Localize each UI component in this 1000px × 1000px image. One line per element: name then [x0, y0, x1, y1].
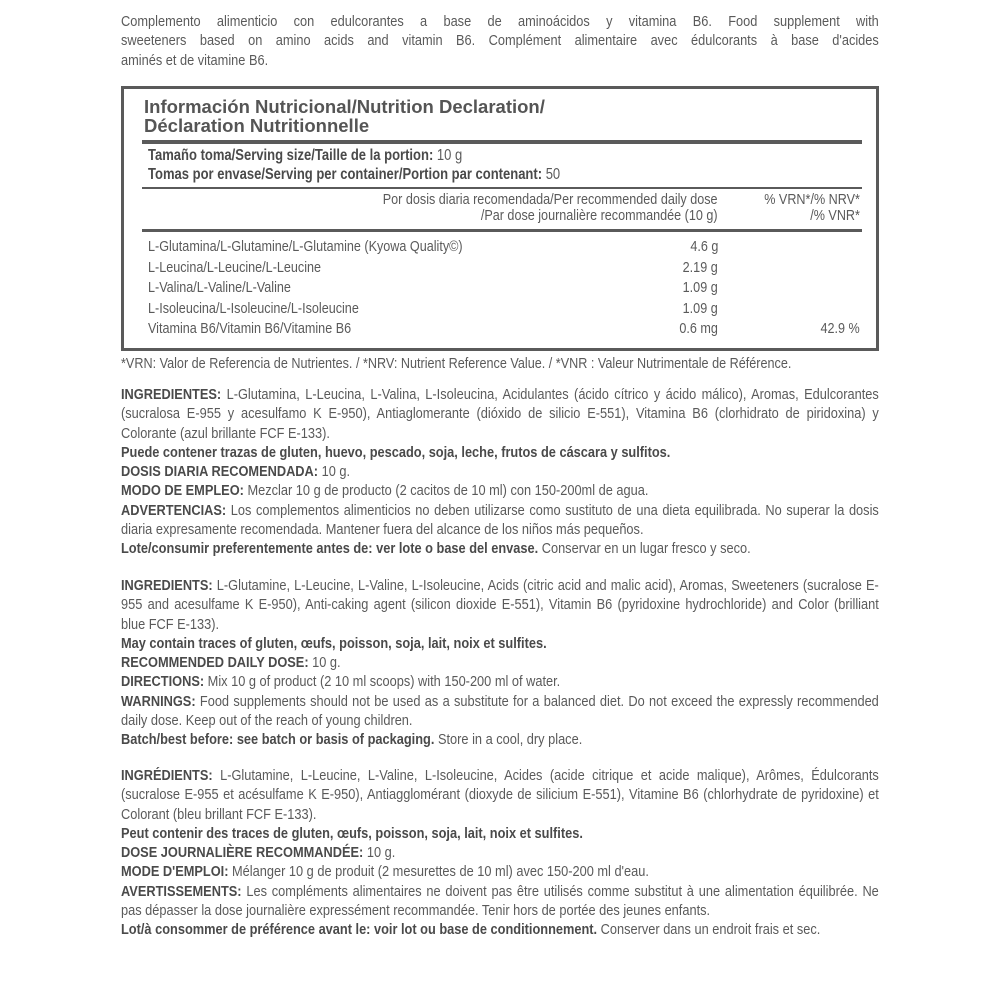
allergens	[121, 824, 879, 843]
directions-text: Mix 10 g of product (2 10 ml scoops) with 150-200 ml of water.	[204, 673, 561, 691]
warnings-label: ADVERTENCIAS:	[121, 501, 227, 519]
warnings-label: AVERTISSEMENTS:	[121, 882, 242, 900]
directions-text: Mezclar 10 g de producto (2 cacitos de 10 ml) con 150-200ml de agua.	[243, 482, 649, 500]
dose-label: DOSE JOURNALIÈRE RECOMMANDÉE:	[121, 844, 364, 862]
nutrient-amount: 1.09 g	[682, 279, 718, 296]
section-french	[121, 766, 879, 940]
ingredients	[121, 766, 879, 824]
divider	[142, 229, 862, 232]
dose-label: RECOMMENDED DAILY DOSE:	[121, 654, 309, 672]
batch-storage	[121, 539, 879, 558]
ingredients-text: L-Glutamine, L-Leucine, L-Valine, L-Isoleucine, Acides (acide citrique et acide malique), Arômes, Édulcorants (sucralose E-955 et acésulfame K E-950), Antiagglomérant (dioxyde de silicium E-551), Vitamine B6 (chlorhydrate de pyridoxine) et Colorant (bleu brillant FCF E-133).	[121, 767, 879, 823]
divider	[142, 187, 862, 189]
directions	[121, 672, 879, 691]
allergens	[121, 443, 879, 462]
nutrient-name: Vitamina B6/Vitamin B6/Vitamine B6	[148, 320, 352, 337]
description-line: sweeteners based on amino acids and vitamin B6. Complément alimentaire avec édulcorants à base d'acides	[121, 32, 879, 50]
nutrient-name: L-Isoleucina/L-Isoleucine/L-Isoleucine	[148, 299, 359, 317]
nutrient-amount: 4.6 g	[689, 238, 718, 255]
allergens	[121, 634, 879, 653]
nutrient-amount: 0.6 mg	[679, 320, 718, 337]
ingredients	[121, 576, 879, 634]
column-header-line: /Par dose journalière recommandée (10 g)	[481, 206, 718, 224]
ingredients	[121, 385, 879, 443]
warnings-label: WARNINGS:	[121, 692, 196, 710]
warnings-text: Los complementos alimenticios no deben utilizarse como sustituto de una dieta equilibrada. No superar la dosis diaria expresamente recomendada. Mantener fuera del alcance de los niños más pequeños.	[121, 501, 879, 539]
nutrient-name: L-Glutamina/L-Glutamine/L-Glutamine (Kyowa Quality©)	[148, 238, 463, 255]
batch-label: Lot/à consommer de préférence avant le: voir lot ou base de conditionnement.	[121, 921, 598, 939]
nutrition-declaration-box	[121, 86, 879, 351]
serving-size-label: Tamaño toma/Serving size/Taille de la portion:	[148, 147, 434, 164]
column-header-line: /% VNR*	[810, 206, 860, 224]
ingredients-text: L-Glutamina, L-Leucina, L-Valina, L-Isoleucina, Acidulantes (ácido cítrico y ácido málico), Aromas, Edulcorantes (sucralosa E-955 y acesulfamo K E-950), Antiaglomerante (dióxido de silicio E-551), Vitamina B6 (clorhidrato de piridoxina) y Colorante (azul brillante FCF E-133).	[121, 386, 879, 442]
footnote: *VRN: Valor de Referencia de Nutrientes. / *NRV: Nutrient Reference Value. / *VNR : Valeur Nutrimentale de Référence.	[121, 355, 792, 372]
section-english	[121, 576, 879, 750]
batch-label: Lote/consumir preferentemente antes de: ver lote o base del envase.	[121, 540, 539, 558]
warnings	[121, 692, 879, 731]
serving-size-value: 10 g	[436, 147, 463, 164]
description-line: Complemento alimenticio con edulcorantes a base de aminoácidos y vitamina B6. Food supplement with	[121, 13, 879, 30]
storage-text: Conservar en un lugar fresco y seco.	[538, 540, 751, 558]
serving-size	[148, 146, 462, 165]
column-header-line: Por dosis diaria recomendada/Per recommended daily dose	[383, 191, 718, 208]
directions-label: MODO DE EMPLEO:	[121, 482, 244, 500]
nutrient-nrv: 42.9 %	[820, 320, 860, 337]
daily-dose	[121, 843, 879, 862]
column-header-dose	[383, 192, 718, 223]
allergens-text: May contain traces of gluten, œufs, poisson, soja, lait, noix et sulfites.	[121, 634, 547, 652]
column-header-line: % VRN*/% NRV*	[764, 191, 860, 208]
storage-text: Conserver dans un endroit frais et sec.	[597, 921, 821, 939]
description-line: aminés et de vitamine B6.	[121, 51, 269, 69]
directions	[121, 481, 879, 500]
nutrient-amount: 2.19 g	[682, 258, 718, 276]
dose-text: 10 g.	[363, 844, 396, 862]
batch-storage	[121, 730, 879, 749]
nutrition-title-line: Información Nutricional/Nutrition Declaration/	[144, 96, 545, 117]
dose-text: 10 g.	[318, 463, 351, 481]
dose-text: 10 g.	[308, 654, 341, 672]
daily-dose	[121, 653, 879, 672]
nutrient-name: L-Leucina/L-Leucine/L-Leucine	[148, 258, 322, 276]
allergens-text: Puede contener trazas de gluten, huevo, pescado, soja, leche, frutos de cáscara y sulfitos.	[121, 443, 671, 461]
allergens-text: Peut contenir des traces de gluten, œufs, poisson, soja, lait, noix et sulfites.	[121, 824, 583, 842]
divider	[142, 140, 862, 144]
column-header-nrv	[764, 192, 860, 223]
nutrition-title	[144, 97, 545, 135]
warnings-text: Les compléments alimentaires ne doivent pas être utilisés comme substitut à une alimentation équilibrée. Ne pas dépasser la dose journalière expressément recommandée. Tenir hors de portée des jeunes enfants.	[121, 882, 879, 920]
product-description	[121, 12, 879, 70]
batch-label: Batch/best before: see batch or basis of packaging.	[121, 731, 435, 749]
storage-text: Store in a cool, dry place.	[434, 731, 583, 749]
servings-label: Tomas por envase/Serving per container/Portion par contenant:	[148, 166, 543, 183]
ingredients-label: INGREDIENTES:	[121, 386, 222, 403]
directions-label: DIRECTIONS:	[121, 673, 205, 691]
directions-label: MODE D'EMPLOI:	[121, 863, 229, 881]
warnings	[121, 501, 879, 540]
warnings-text: Food supplements should not be used as a substitute for a balanced diet. Do not exceed the expressly recommended daily dose. Keep out of the reach of young children.	[121, 692, 879, 730]
dose-label: DOSIS DIARIA RECOMENDADA:	[121, 463, 319, 481]
ingredients-label: INGREDIENTS:	[121, 577, 213, 594]
batch-storage	[121, 920, 879, 939]
nutrition-title-line: Déclaration Nutritionnelle	[144, 115, 370, 136]
nutrient-name: L-Valina/L-Valine/L-Valine	[148, 279, 291, 296]
daily-dose	[121, 462, 879, 481]
directions	[121, 862, 879, 881]
warnings	[121, 882, 879, 921]
directions-text: Mélanger 10 g de produit (2 mesurettes de 10 ml) avec 150-200 ml d'eau.	[228, 863, 649, 881]
servings-per-container	[148, 165, 560, 184]
servings-value: 50	[545, 166, 561, 183]
nutrient-amount: 1.09 g	[682, 299, 718, 317]
ingredients-label: INGRÉDIENTS:	[121, 767, 213, 784]
ingredients-text: L-Glutamine, L-Leucine, L-Valine, L-Isoleucine, Acids (citric acid and malic acid), Aromas, Sweeteners (sucralose E-955 and acesulfame K E-950), Anti-caking agent (silicon dioxide E-551), Vitamin B6 (pyridoxine hydrochloride) and Color (brilliant blue FCF E-133).	[121, 577, 879, 633]
section-spanish	[121, 385, 879, 559]
